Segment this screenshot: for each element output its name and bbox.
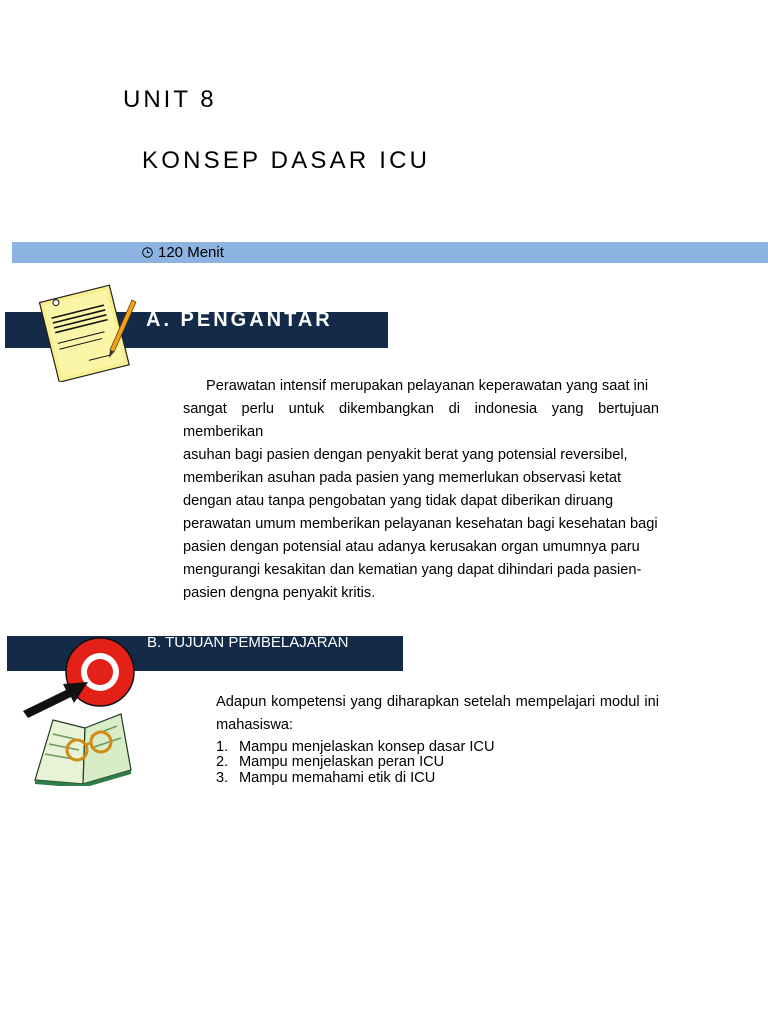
- intro-line: memberikan asuhan pada pasien yang memerlukan observasi ketat: [183, 470, 622, 486]
- intro-line: Perawatan intensif merupakan pelayanan keperawatan yang saat ini: [206, 378, 649, 394]
- page-title: KONSEP DASAR ICU: [142, 147, 431, 174]
- unit-label: UNIT 8: [123, 86, 217, 113]
- list-text: Mampu memahami etik di ICU: [239, 769, 436, 786]
- target-arrow-icon: [20, 636, 138, 718]
- list-number: 2.: [216, 754, 229, 771]
- intro-line: pasien dengan potensial atau adanya kerusakan organ umumnya paru: [183, 539, 640, 555]
- objectives-intro: Adapun kompetensi yang diharapkan setelah mempelajari modul ini mahasiswa:: [216, 694, 659, 733]
- intro-line: mengurangi kesakitan dan kematian yang dapat dihindari pada pasien-: [183, 562, 642, 578]
- intro-line: asuhan bagi pasien dengan penyakit berat yang potensial reversibel,: [183, 447, 628, 463]
- intro-line: dengan atau tanpa pengobatan yang tidak dapat diberikan diruang: [183, 493, 614, 509]
- list-text: Mampu menjelaskan peran ICU: [239, 754, 445, 771]
- intro-paragraph: [183, 375, 659, 605]
- section-b-heading: B. TUJUAN PEMBELAJARAN: [147, 634, 349, 651]
- document-pencil-icon: [34, 282, 140, 382]
- duration-label: 120 Menit: [158, 244, 224, 261]
- section-a-heading: A. PENGANTAR: [146, 309, 333, 331]
- intro-line: pasien dengna penyakit kritis.: [183, 585, 376, 601]
- duration-bar: [12, 242, 768, 263]
- objectives-list: [216, 740, 495, 786]
- intro-line: sangat perlu untuk dikembangkan di indonesia yang bertujuan memberikan: [183, 401, 659, 440]
- list-number: 3.: [216, 769, 229, 786]
- book-glasses-icon: [33, 710, 133, 786]
- list-item: [216, 740, 495, 755]
- intro-line: perawatan umum memberikan pelayanan kesehatan bagi kesehatan bagi: [183, 516, 658, 532]
- list-number: 1.: [216, 739, 229, 755]
- list-text: Mampu menjelaskan konsep dasar ICU: [239, 739, 495, 755]
- list-item: [216, 771, 495, 786]
- clock-icon: [142, 247, 153, 258]
- list-item: [216, 755, 495, 770]
- duration-info: [142, 244, 224, 261]
